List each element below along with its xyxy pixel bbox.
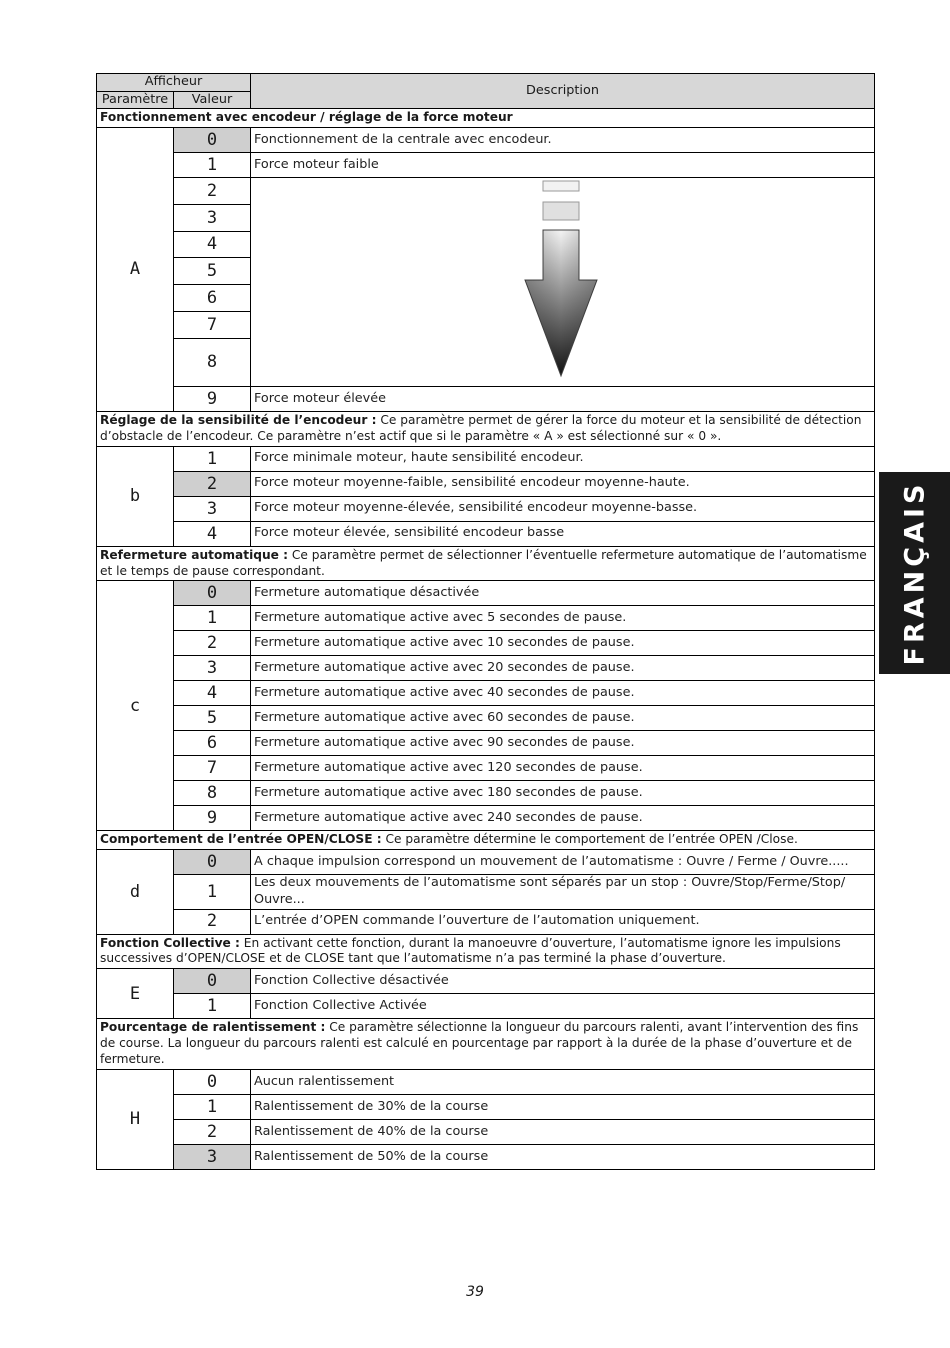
value-code: 7 [174, 756, 251, 781]
value-description: Ralentissement de 50% de la course [251, 1144, 875, 1169]
header-description: Description [251, 74, 875, 109]
value-code: 3 [174, 1144, 251, 1169]
value-code: 8 [174, 338, 251, 386]
section-title-text: En activant cette fonction, durant la manoeuvre d’ouverture, l’automatisme ignore les impulsions successives d’OPEN/CLOSE et de CLOSE tant que l’automatisme n’a pas terminé la phase d’ouverture. [100, 935, 841, 966]
force-arrow-cell [251, 178, 875, 387]
language-tab-label: FRANÇAIS [899, 480, 930, 666]
table-row [97, 631, 875, 656]
table-row [97, 994, 875, 1019]
value-description: Les deux mouvements de l’automatisme sont séparés par un stop : Ouvre/Stop/Ferme/Stop/ Ouvre... [251, 875, 875, 909]
value-code: 0 [174, 128, 251, 153]
header-afficheur: Afficheur [97, 74, 251, 92]
table-row [97, 656, 875, 681]
section-title [97, 411, 875, 446]
value-code: 3 [174, 204, 251, 231]
parameter-code: c [97, 581, 174, 831]
value-description: Aucun ralentissement [251, 1069, 875, 1094]
section-title [97, 546, 875, 581]
value-code: 5 [174, 258, 251, 285]
value-description: Fermeture automatique active avec 5 secondes de pause. [251, 606, 875, 631]
value-code: 9 [174, 386, 251, 411]
section-title-text: Ce paramètre permet de gérer la force du moteur et la sensibilité de détection d’obstacle de l’encodeur. Ce paramètre n’est actif que si le paramètre « A » est sélectionné sur « 0 ». [100, 412, 862, 443]
value-code: 5 [174, 706, 251, 731]
table-row [97, 756, 875, 781]
section-title-bold: Réglage de la sensibilité de l’encodeur : [100, 412, 377, 427]
force-gradient-arrow-icon [251, 178, 875, 381]
value-code: 4 [174, 681, 251, 706]
value-description: Force minimale moteur, haute sensibilité encodeur. [251, 446, 875, 471]
section-title [97, 831, 875, 850]
value-code: 2 [174, 631, 251, 656]
value-description: Ralentissement de 30% de la course [251, 1094, 875, 1119]
value-code: 1 [174, 994, 251, 1019]
table-row [97, 909, 875, 934]
value-description: A chaque impulsion correspond un mouvement de l’automatisme : Ouvre / Ferme / Ouvre..... [251, 850, 875, 875]
parameter-code: H [97, 1069, 174, 1169]
value-code: 4 [174, 521, 251, 546]
value-description: Ralentissement de 40% de la course [251, 1119, 875, 1144]
value-code: 3 [174, 656, 251, 681]
value-description: Fonction Collective désactivée [251, 969, 875, 994]
value-description: Force moteur élevée [251, 386, 875, 411]
table-row [97, 1094, 875, 1119]
table-row [97, 681, 875, 706]
parameter-code: A [97, 128, 174, 412]
header-parametre: Paramètre [97, 91, 174, 109]
value-code: 7 [174, 311, 251, 338]
value-description: Fermeture automatique active avec 20 secondes de pause. [251, 656, 875, 681]
value-description: Fermeture automatique active avec 240 secondes de pause. [251, 806, 875, 831]
value-code: 2 [174, 471, 251, 496]
value-description: Fermeture automatique active avec 120 secondes de pause. [251, 756, 875, 781]
value-code: 2 [174, 909, 251, 934]
table-row [97, 969, 875, 994]
value-code: 2 [174, 1119, 251, 1144]
language-tab [879, 472, 950, 674]
value-description: Fermeture automatique active avec 60 secondes de pause. [251, 706, 875, 731]
parameter-code: d [97, 850, 174, 934]
parameter-code: E [97, 969, 174, 1019]
table-row [97, 731, 875, 756]
value-description: Fonction Collective Activée [251, 994, 875, 1019]
value-description: Fermeture automatique active avec 180 secondes de pause. [251, 781, 875, 806]
section-title-text: Ce paramètre permet de sélectionner l’éventuelle refermeture automatique de l’automatisme et le temps de pause correspondant. [100, 547, 867, 578]
table-row [97, 521, 875, 546]
section-title-bold: Fonctionnement avec encodeur / réglage de la force moteur [100, 110, 513, 125]
table-row [97, 386, 875, 411]
table-row [97, 875, 875, 909]
section-title [97, 934, 875, 969]
value-code: 1 [174, 606, 251, 631]
value-code: 3 [174, 496, 251, 521]
section-title [97, 109, 875, 128]
table-row [97, 153, 875, 178]
header-valeur: Valeur [174, 91, 251, 109]
section-title-bold: Fonction Collective : [100, 935, 240, 950]
value-code: 2 [174, 178, 251, 205]
value-code: 1 [174, 153, 251, 178]
section-title-bold: Pourcentage de ralentissement : [100, 1020, 326, 1035]
table-row [97, 128, 875, 153]
table-row [97, 806, 875, 831]
value-code: 0 [174, 969, 251, 994]
value-code: 0 [174, 1069, 251, 1094]
table-row [97, 606, 875, 631]
value-description: Force moteur élevée, sensibilité encodeur basse [251, 521, 875, 546]
value-code: 8 [174, 781, 251, 806]
value-code: 1 [174, 875, 251, 909]
table-row [97, 1144, 875, 1169]
value-description: Force moteur moyenne-faible, sensibilité encodeur moyenne-haute. [251, 471, 875, 496]
value-code: 6 [174, 285, 251, 312]
value-code: 0 [174, 581, 251, 606]
value-description: Fermeture automatique active avec 10 secondes de pause. [251, 631, 875, 656]
parameter-code: b [97, 446, 174, 546]
section-title-text: Ce paramètre sélectionne la longueur du parcours ralenti, avant l’intervention des fins de course. La longueur du parcours ralenti est calculé en pourcentage par rapport à la durée de la phase d’ouverture et de fermeture. [100, 1020, 859, 1066]
table-row [97, 471, 875, 496]
value-description: Force moteur moyenne-élevée, sensibilité encodeur moyenne-basse. [251, 496, 875, 521]
table-row [97, 1069, 875, 1094]
parameter-table [96, 73, 875, 1170]
value-description: Force moteur faible [251, 153, 875, 178]
value-code: 0 [174, 850, 251, 875]
value-description: Fermeture automatique active avec 90 secondes de pause. [251, 731, 875, 756]
value-description: L’entrée d’OPEN commande l’ouverture de l’automation uniquement. [251, 909, 875, 934]
page-number: 39 [466, 1284, 484, 1300]
table-row [97, 178, 875, 205]
table-row [97, 706, 875, 731]
section-title-bold: Comportement de l’entrée OPEN/CLOSE : [100, 832, 382, 847]
section-title [97, 1019, 875, 1070]
table-row [97, 850, 875, 875]
table-row [97, 496, 875, 521]
value-code: 1 [174, 446, 251, 471]
value-code: 6 [174, 731, 251, 756]
table-row [97, 1119, 875, 1144]
value-description: Fonctionnement de la centrale avec encodeur. [251, 128, 875, 153]
table-row [97, 581, 875, 606]
table-row [97, 446, 875, 471]
section-title-bold: Refermeture automatique : [100, 547, 289, 562]
value-code: 9 [174, 806, 251, 831]
value-description: Fermeture automatique active avec 40 secondes de pause. [251, 681, 875, 706]
section-title-text: Ce paramètre détermine le comportement de l’entrée OPEN /Close. [381, 832, 798, 847]
value-description: Fermeture automatique désactivée [251, 581, 875, 606]
value-code: 1 [174, 1094, 251, 1119]
value-code: 4 [174, 231, 251, 258]
table-row [97, 781, 875, 806]
